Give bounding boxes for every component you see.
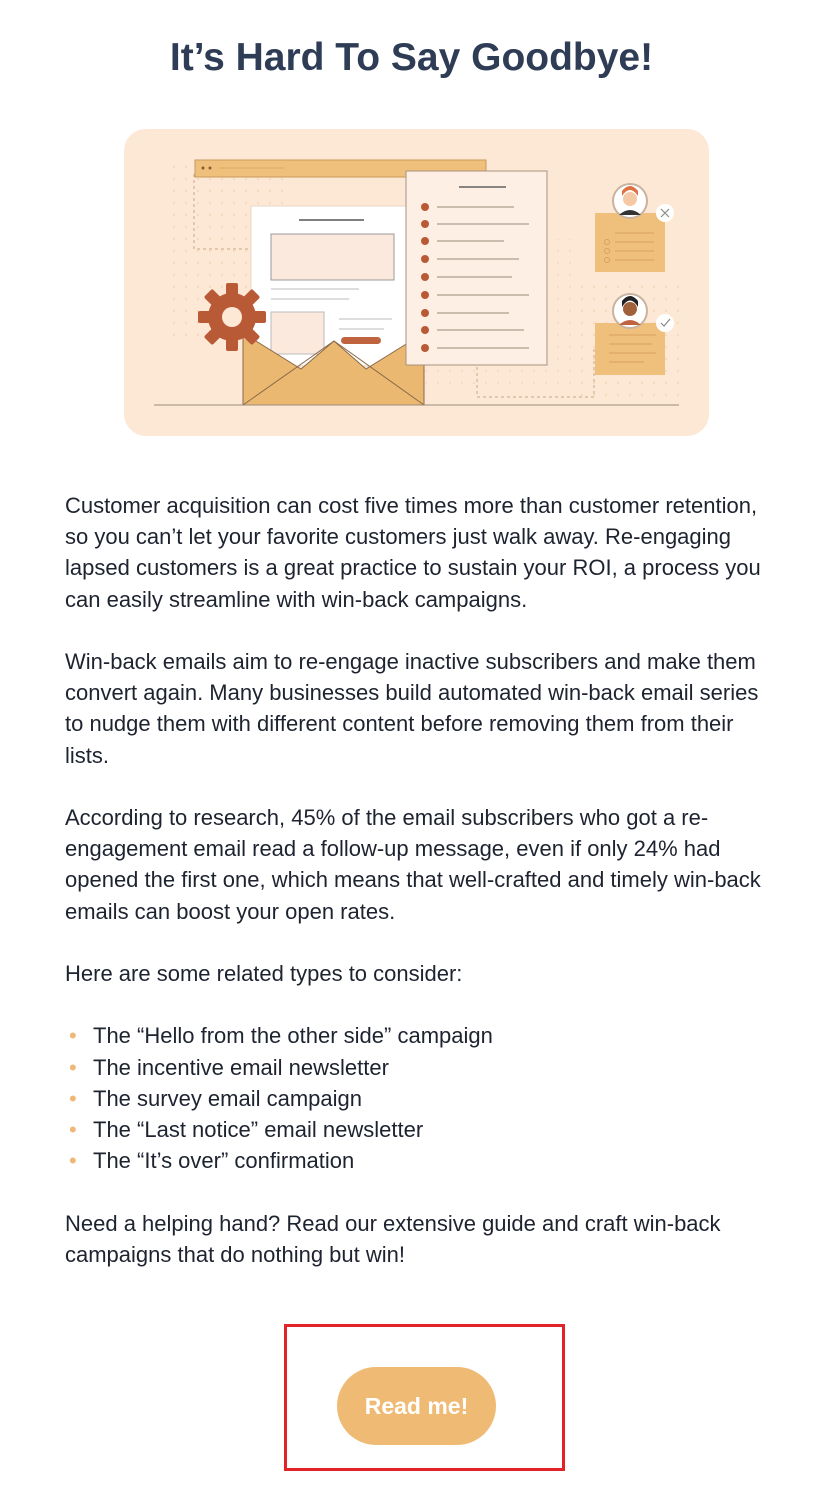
paragraph-related-types: Here are some related types to consider: xyxy=(65,961,463,986)
read-me-button[interactable]: Read me! xyxy=(337,1367,496,1445)
close-icon xyxy=(656,204,674,222)
checklist-icon xyxy=(406,171,547,365)
paragraph-winback: Win-back emails aim to re-engage inactive subscribers and make them convert again. Many businesses build automated win-back email series to nudge them with different content before removing them from their lists. xyxy=(65,649,759,768)
related-types-list xyxy=(65,1020,777,1176)
page-title: It’s Hard To Say Goodbye! xyxy=(169,36,654,79)
check-icon xyxy=(656,314,674,332)
hero-illustration xyxy=(124,129,709,436)
bullet-icon: • xyxy=(69,1148,77,1174)
gear-icon xyxy=(198,283,266,351)
list-item: • The “It’s over” confirmation xyxy=(65,1145,777,1176)
email-body xyxy=(65,490,777,1301)
paragraph-research: According to research, 45% of the email subscribers who got a re-engagement email read a follow-up message, even if only 24% had opened the first one, which means that well-crafted and timely win-back emails can boost your open rates. xyxy=(65,805,761,924)
bullet-icon: • xyxy=(69,1023,77,1049)
paragraph-acquisition: Customer acquisition can cost five times more than customer retention, so you can’t let your favorite customers just walk away. Re-engaging lapsed customers is a great practice to sustain your ROI, a process you can easily streamline with win-back campaigns. xyxy=(65,493,761,612)
bullet-icon: • xyxy=(69,1054,77,1080)
bullet-icon: • xyxy=(69,1085,77,1111)
list-item: • The “Last notice” email newsletter xyxy=(65,1114,777,1145)
list-item: • The incentive email newsletter xyxy=(65,1052,777,1083)
list-item: • The survey email campaign xyxy=(65,1083,777,1114)
bullet-icon: • xyxy=(69,1117,77,1142)
list-item: • The “Hello from the other side” campaign xyxy=(65,1020,777,1051)
paragraph-closing: Need a helping hand? Read our extensive guide and craft win-back campaigns that do nothing but win! xyxy=(65,1210,721,1267)
